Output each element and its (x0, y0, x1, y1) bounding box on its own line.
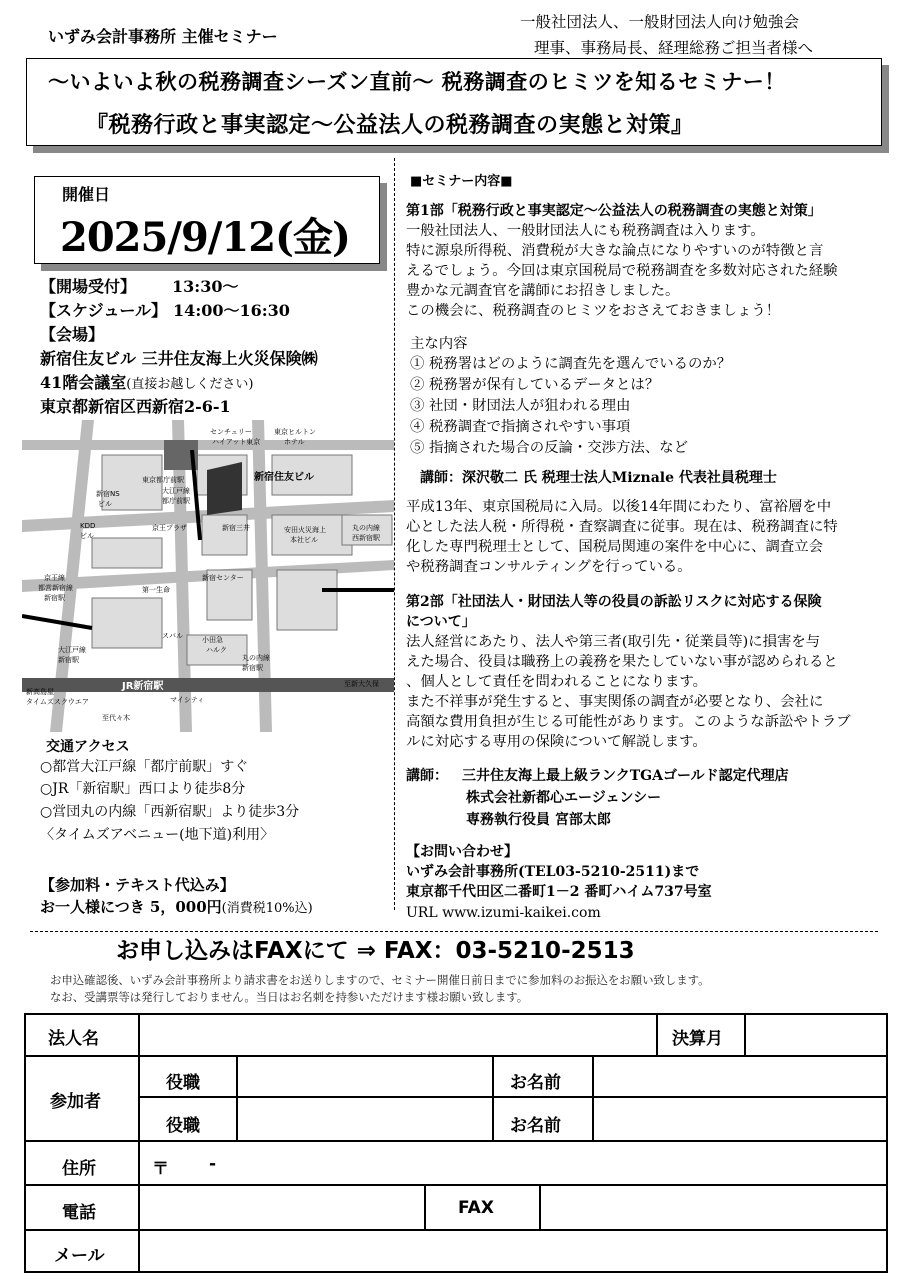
fax-field[interactable] (541, 1186, 884, 1228)
map-label-yasuda1: 安田火災海上 (284, 526, 326, 534)
name-field-1[interactable] (594, 1057, 884, 1095)
map-label-center: 新宿センター (202, 574, 244, 582)
part1-body-line: この機会に、税務調査のヒミツをおさえておきましょう！ (406, 303, 781, 319)
main-item: ① 税務署はどのように調査先を選んでいるのか？ (410, 356, 732, 372)
schedule-label: 【スケジュール】 (40, 301, 168, 320)
reception-time: 13:30～ (172, 277, 239, 296)
map-label-jr: JR新宿駅 (122, 681, 164, 692)
fee-amount: お一人様につき 5，000円 (40, 898, 222, 916)
map-label-kdd: KDD (80, 522, 96, 530)
lecturer2-label: 講師： (406, 768, 448, 784)
postal-dash: - (209, 1154, 217, 1174)
map-label-hotel: ホテル (284, 438, 305, 446)
audience-line-1: 一般社団法人、一般財団法人向け勉強会 (520, 13, 800, 31)
map-label-keio2: 都営新宿線 (38, 584, 73, 592)
organizer: いずみ会計事務所 主催セミナー (48, 27, 278, 46)
email-field[interactable] (140, 1231, 884, 1271)
contact-line: 東京都千代田区二番町1－2 番町ハイム737号室 (406, 884, 712, 900)
part1-body-line: 一般社団法人、一般財団法人にも税務調査は入ります。 (406, 223, 765, 239)
content-heading: ■セミナー内容■ (410, 174, 513, 189)
map-label-ns-bldg: ビル (98, 500, 112, 508)
jr-line (22, 678, 394, 692)
position-field-1[interactable] (238, 1057, 490, 1095)
map-label-hilton: 東京ヒルトン (274, 428, 316, 436)
access-item: ○営団丸の内線「西新宿駅」より徒歩3分 (40, 804, 300, 820)
form-company-label: 法人名 (48, 1029, 99, 1049)
access-item: ○都営大江戸線「都庁前駅」すぐ (40, 759, 249, 775)
map-label-oedo1: 大江戸線 (162, 487, 190, 495)
map-label-oedo2: 都庁前駅 (162, 497, 190, 505)
contact-url[interactable]: URL www.izumi-kaikei.com (406, 905, 601, 921)
form-phone-label: 電話 (62, 1203, 96, 1223)
venue-line-1: 新宿住友ビル 三井住友海上火災保険㈱ (40, 349, 318, 368)
map-label-ns: 新宿NS (96, 490, 120, 498)
title-line-1: ～いよいよ秋の税務調査シーズン直前～ 税務調査のヒミツを知るセミナー！ (48, 70, 786, 94)
form-position-label: 役職 (166, 1116, 200, 1136)
form-participants-label: 参加者 (50, 1092, 101, 1112)
schedule-row (40, 298, 290, 321)
main-item: ③ 社団・財団法人が狙われる理由 (410, 398, 631, 414)
title-line-2: 『税務行政と事実認定～公益法人の税務調査の実態と対策』 (86, 113, 694, 138)
form-name-label: お名前 (510, 1073, 561, 1093)
form-fiscal-month-label: 決算月 (672, 1029, 723, 1049)
map-label-okubo: 至新大久保 (344, 680, 379, 688)
map-label-times: タイムズスクウエア (26, 698, 89, 706)
map-label-odakyu: 小田急 (202, 636, 223, 644)
part2-title-line: について」 (406, 614, 476, 630)
access-item: 〈タイムズアベニュー(地下道)利用〉 (40, 827, 275, 843)
part2-body-line: 高額な費用負担が生じる可能性があります。このような訴訟やトラブ (406, 714, 851, 730)
name-field-2[interactable] (594, 1098, 884, 1139)
event-date: 2025/9/12(金) (60, 214, 350, 261)
lecturer2-line: 三井住友海上最上級ランクTGAゴールド認定代理店 (462, 768, 789, 784)
column-divider (394, 158, 395, 910)
lecturer2-line: 株式会社新都心エージェンシー (466, 790, 662, 806)
position-field-2[interactable] (238, 1098, 490, 1139)
map-label-daiichi: 第一生命 (142, 586, 170, 594)
map-label-keio1: 京王線 (44, 574, 65, 582)
main-item: ④ 税務調査で指摘されやすい事項 (410, 419, 631, 435)
access-heading: 交通アクセス (46, 739, 130, 755)
sumitomo-building (207, 462, 242, 515)
part2-body-line: ルに対応する専用の保険について解説します。 (406, 734, 707, 750)
date-label: 開催日 (62, 185, 111, 204)
postal-mark: 〒 (152, 1159, 169, 1179)
part1-body-line: えるでしょう。今回は東京国税局で税務調査を多数対応された経験 (406, 263, 838, 279)
fiscal-month-field[interactable] (746, 1017, 884, 1053)
venue-label: 【会場】 (40, 325, 105, 344)
contact-label: 【お問い合わせ】 (406, 844, 518, 860)
map-label-marunouchi2: 西新宿駅 (352, 534, 380, 542)
map-label-oedo4: 新宿駅 (58, 656, 79, 664)
lecturer2-line: 専務執行役員 宮部太郎 (466, 812, 611, 828)
map-label-keio-plaza: 京王プラザ (152, 524, 187, 532)
fee-label: 【参加料・テキスト代込み】 (40, 876, 235, 894)
map-label-hyatt: ハイアット東京 (212, 438, 261, 446)
apply-note-1: お申込確認後、いずみ会計事務所より請求書をお送りしますので、セミナー開催日前日までに参加料のお振込をお願い致します。 (50, 973, 710, 987)
phone-field[interactable] (140, 1186, 422, 1228)
application-form (24, 1013, 888, 1273)
access-item: ○JR「新宿駅」西口より徒歩8分 (40, 781, 246, 797)
reception-label: 【開場受付】 (40, 277, 137, 296)
map-label-sumitomo: 新宿住友ビル (254, 472, 314, 483)
main-item: ② 税務署が保有しているデータとは？ (410, 377, 660, 393)
map-label-halc: ハルク (206, 646, 227, 654)
lecturer1-bio-line: 平成13年、東京国税局に入局。以後14年間にわたり、富裕層を中 (406, 499, 832, 515)
part2-body-line: えた場合、役員は職務上の義務を果たしていない事が認められると (406, 654, 838, 670)
address-field[interactable] (140, 1142, 884, 1183)
map-label-keio3: 新宿駅 (44, 594, 65, 602)
map-label-takashimaya: 新高島屋 (26, 688, 54, 696)
part2-body-line: 法人経営にあたり、法人や第三者(取引先・従業員等)に損害を与 (406, 634, 821, 650)
map-label-marunouchi1: 丸の内線 (352, 524, 380, 532)
map-label-subaru: スバル (162, 632, 183, 640)
venue-line-2: 41階会議室 (40, 373, 127, 392)
fee-tax-note: (消費税10%込) (221, 901, 313, 916)
part2-body-line: 、個人として責任を問われることになります。 (406, 674, 708, 690)
map-label-mitsui: 新宿三井 (222, 524, 250, 532)
venue-note: (直接お越しください) (126, 377, 254, 392)
part1-body-line: 豊かな元調査官を講師にお招きしました。 (406, 283, 680, 299)
map-label-maru3: 新宿駅 (242, 664, 263, 672)
part2-body-line: また不祥事が発生すると、事実関係の調査が必要となり、会社に (406, 694, 824, 710)
map-label-maru2: 丸の内線 (242, 654, 270, 662)
part1-body-line: 特に源泉所得税、消費税が大きな論点になりやすいのが特徴と言 (406, 243, 824, 259)
lecturer1: 講師：深沢敬二 氏 税理士法人Miznale 代表社員税理士 (420, 470, 777, 486)
map-label-kdd-bldg: ビル (80, 532, 94, 540)
lecturer1-bio-line: や税務調査コンサルティングを行っている。 (406, 559, 692, 575)
lecturer1-bio-line: 化した専門税理士として、国税局関連の案件を中心に、調査立会 (406, 539, 824, 555)
form-email-label: メール (54, 1246, 105, 1266)
map-label-century: センチュリー (210, 428, 252, 436)
part1-title: 第1部「税務行政と事実認定～公益法人の税務調査の実態と対策」 (406, 203, 822, 219)
lecturer1-bio-line: 心とした法人税・所得税・査察調査に従事。現在は、税務調査に特 (406, 519, 838, 535)
apply-note-2: なお、受講票等は発行しておりません。当日はお名刺を持参いただけます様お願い致します。 (50, 990, 529, 1004)
form-fax-label: FAX (458, 1198, 494, 1218)
audience-line-2: 理事、事務局長、経理総務ご担当者様へ (534, 39, 814, 57)
form-name-label: お名前 (510, 1116, 561, 1136)
schedule-time: 14:00～16:30 (173, 301, 290, 320)
company-field[interactable] (140, 1017, 654, 1053)
fax-application: お申し込みはFAXにて ⇒ FAX：03-5210-2513 (116, 938, 635, 964)
venue-map (22, 420, 394, 732)
form-position-label: 役職 (166, 1073, 200, 1093)
fee-row (40, 896, 313, 917)
map-label-yasuda2: 本社ビル (290, 536, 318, 544)
map-label-yoyogi: 至代々木 (102, 714, 130, 722)
map-label-tocho-mae: 東京都庁前駅 (142, 476, 184, 484)
part2-title-line: 第2部「社団法人・財団法人等の役員の訴訟リスクに対応する保険 (406, 594, 822, 610)
venue-address: 東京都新宿区西新宿2-6-1 (40, 397, 231, 416)
map-label-mycity: マイシティ (170, 696, 205, 704)
venue-line-2-row (40, 370, 253, 393)
reception-row (40, 274, 238, 297)
main-heading: 主な内容 (410, 336, 468, 352)
contact-line: いずみ会計事務所(TEL03-5210-2511)まで (406, 864, 700, 880)
form-address-label: 住所 (62, 1159, 96, 1179)
map-label-oedo3: 大江戸線 (58, 646, 86, 654)
main-item: ⑤ 指摘された場合の反論・交渉方法、など (410, 440, 688, 456)
